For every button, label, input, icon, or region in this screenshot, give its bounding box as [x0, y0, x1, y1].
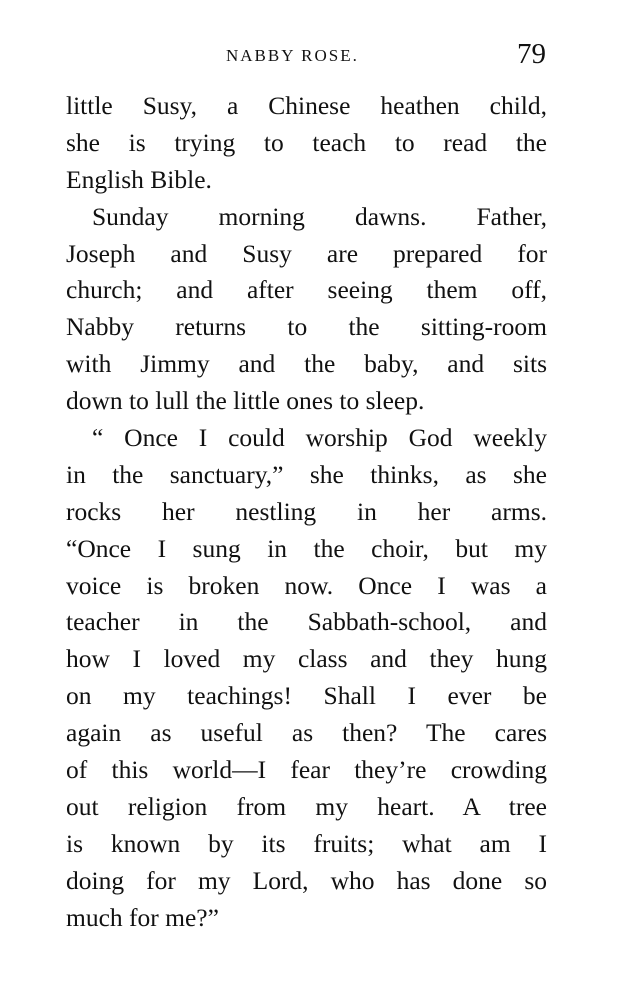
- running-title: NABBY ROSE.: [226, 46, 359, 65]
- text-line: how I loved my class and they hung: [66, 644, 547, 674]
- text-line: “Once I sung in the choir, but my: [66, 533, 547, 563]
- body-text: [66, 88, 547, 936]
- text-line: on my teachings! Shall I ever be: [66, 681, 547, 711]
- text-line: with Jimmy and the baby, and sits: [66, 349, 547, 379]
- text-line: is known by its fruits; what am I: [66, 828, 547, 858]
- text-line: Nabby returns to the sitting-room: [66, 312, 547, 342]
- text-line: voice is broken now. Once I was a: [66, 570, 547, 600]
- text-line: she is trying to teach to read the: [66, 127, 547, 157]
- text-line: of this world—I fear they’re crowding: [66, 755, 547, 785]
- text-line: Sunday morning dawns. Father,: [92, 201, 547, 231]
- text-line: teacher in the Sabbath-school, and: [66, 607, 547, 637]
- text-line: rocks her nestling in her arms.: [66, 496, 547, 526]
- page-number: 79: [517, 38, 546, 70]
- text-line: in the sanctuary,” she thinks, as she: [66, 459, 547, 489]
- text-line: out religion from my heart. A tree: [66, 791, 547, 821]
- text-line: doing for my Lord, who has done so: [66, 865, 547, 895]
- page-header: [66, 38, 546, 78]
- text-line: down to lull the little ones to sleep.: [66, 386, 425, 416]
- text-line: “ Once I could worship God weekly: [92, 423, 547, 453]
- text-line: little Susy, a Chinese heathen child,: [66, 91, 547, 120]
- text-line: English Bible.: [66, 164, 212, 194]
- text-line: again as useful as then? The cares: [66, 718, 547, 748]
- text-line: much for me?”: [66, 902, 219, 932]
- text-line: church; and after seeing them off,: [66, 275, 547, 305]
- text-line: Joseph and Susy are prepared for: [66, 238, 547, 268]
